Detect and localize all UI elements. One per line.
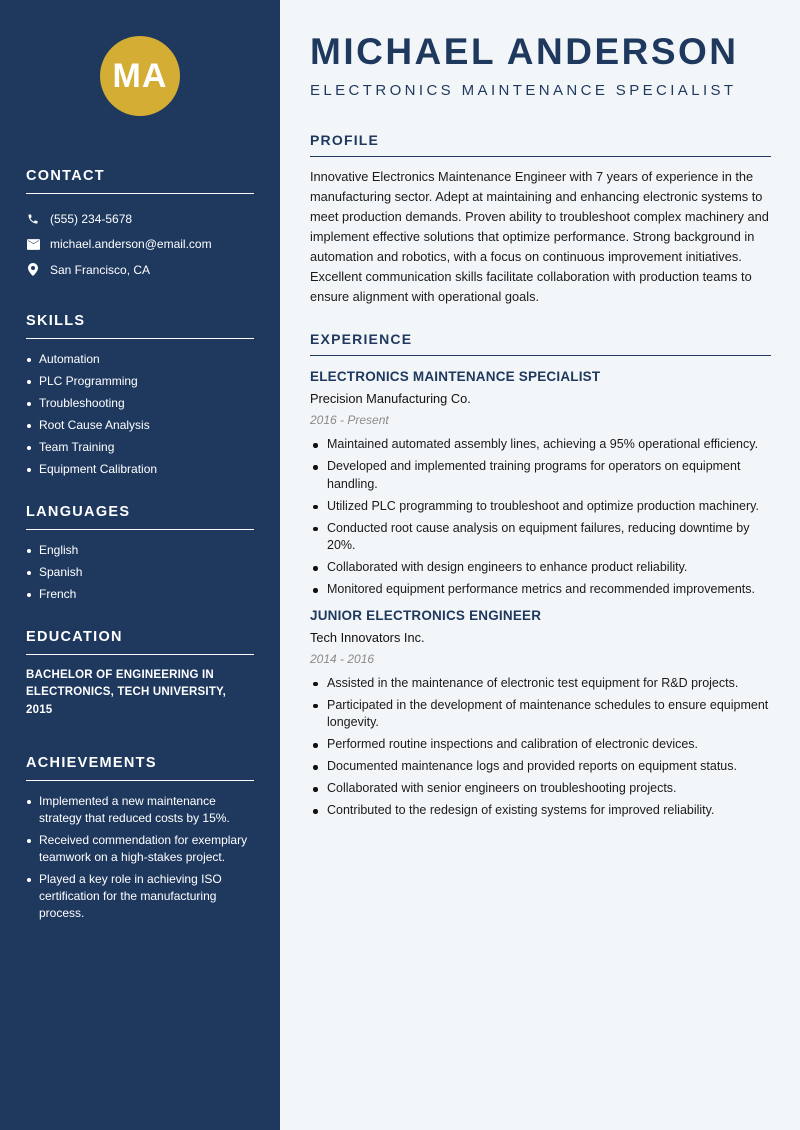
- skill-item: Team Training: [26, 439, 254, 456]
- education-heading: EDUCATION: [26, 629, 254, 655]
- language-item: French: [26, 586, 254, 603]
- job-title: JUNIOR ELECTRONICS ENGINEER: [310, 607, 542, 623]
- achievement-item: Implemented a new maintenance strategy that reduced costs by 15%.: [26, 793, 254, 827]
- profile-text: Innovative Electronics Maintenance Engineer with 7 years of experience in the manufacturing sector. Adept at maintaining and enhancing electronic systems to meet production demands. Proven ability to troubleshoot complex machinery and implement effective solutions that optimize performance. Strong background in automation and robotics, with a focus on continuous improvement initiatives. Excellent communication skills facilitate collaboration with production teams to ensure alignment with operational goals.: [310, 169, 769, 304]
- sidebar: [0, 0, 280, 1130]
- job-bullet: Participated in the development of maintenance schedules to ensure equipment longevity.: [310, 697, 771, 732]
- achievements-section: [26, 755, 254, 922]
- email-icon: [26, 237, 40, 251]
- achievements-heading: ACHIEVEMENTS: [26, 755, 254, 781]
- location-pin-icon: [26, 263, 40, 277]
- job-entry: [310, 608, 771, 820]
- profile-section: [310, 132, 771, 307]
- skill-item: PLC Programming: [26, 373, 254, 390]
- contact-phone: [26, 206, 254, 232]
- contact-email: [26, 232, 254, 258]
- job-bullets: [310, 675, 771, 820]
- contact-location: [26, 257, 254, 283]
- job-bullet: Utilized PLC programming to troubleshoot and optimize production machinery.: [310, 498, 771, 516]
- skills-list: [26, 351, 254, 478]
- achievements-list: [26, 793, 254, 922]
- job-bullet: Maintained automated assembly lines, achieving a 95% operational efficiency.: [310, 436, 771, 454]
- achievement-item: Received commendation for exemplary teamwork on a high-stakes project.: [26, 832, 254, 866]
- profile-heading: PROFILE: [310, 132, 771, 157]
- job-bullet: Monitored equipment performance metrics and recommended improvements.: [310, 581, 771, 599]
- education-degree: BACHELOR OF ENGINEERING IN ELECTRONICS, TECH UNIVERSITY, 2015: [26, 668, 227, 716]
- language-item: Spanish: [26, 564, 254, 581]
- job-bullet: Collaborated with senior engineers on troubleshooting projects.: [310, 780, 771, 798]
- languages-list: [26, 542, 254, 603]
- language-item: English: [26, 542, 254, 559]
- job-dates: 2014 - 2016: [310, 651, 375, 666]
- education-section: [26, 629, 254, 720]
- skills-heading: SKILLS: [26, 313, 254, 339]
- job-bullet: Contributed to the redesign of existing systems for improved reliability.: [310, 802, 771, 820]
- experience-heading: EXPERIENCE: [310, 331, 771, 356]
- phone-icon: [26, 212, 40, 226]
- skills-section: [26, 313, 254, 478]
- contact-email-text[interactable]: michael.anderson@email.com: [50, 237, 212, 252]
- job-bullet: Developed and implemented training programs for operators on equipment handling.: [310, 458, 771, 493]
- job-bullet: Assisted in the maintenance of electronic test equipment for R&D projects.: [310, 675, 771, 693]
- languages-heading: LANGUAGES: [26, 504, 254, 530]
- job-entry: [310, 369, 771, 599]
- skill-item: Troubleshooting: [26, 395, 254, 412]
- job-title: ELECTRONICS MAINTENANCE SPECIALIST: [310, 369, 601, 384]
- job-bullet: Conducted root cause analysis on equipment failures, reducing downtime by 20%.: [310, 520, 771, 555]
- job-dates: 2016 - Present: [310, 413, 389, 427]
- job-company: Precision Manufacturing Co.: [310, 391, 471, 406]
- main-content: [280, 0, 800, 1130]
- skill-item: Root Cause Analysis: [26, 417, 254, 434]
- contact-phone-text[interactable]: (555) 234-5678: [50, 211, 133, 226]
- skill-item: Automation: [26, 351, 254, 368]
- contact-heading: CONTACT: [26, 168, 254, 194]
- contact-location-text: San Francisco, CA: [50, 262, 151, 277]
- job-bullets: [310, 436, 771, 599]
- achievement-item: Played a key role in achieving ISO certification for the manufacturing process.: [26, 871, 254, 922]
- candidate-title: ELECTRONICS MAINTENANCE SPECIALIST: [310, 82, 737, 99]
- job-company: Tech Innovators Inc.: [310, 629, 425, 645]
- candidate-name: MICHAEL ANDERSON: [310, 31, 739, 72]
- job-bullet: Collaborated with design engineers to enhance product reliability.: [310, 559, 771, 577]
- experience-section: [310, 331, 771, 820]
- avatar: MA: [100, 36, 180, 116]
- skill-item: Equipment Calibration: [26, 461, 254, 478]
- contact-section: [26, 168, 254, 283]
- languages-section: [26, 504, 254, 603]
- job-bullet: Documented maintenance logs and provided reports on equipment status.: [310, 758, 771, 776]
- job-bullet: Performed routine inspections and calibration of electronic devices.: [310, 736, 771, 754]
